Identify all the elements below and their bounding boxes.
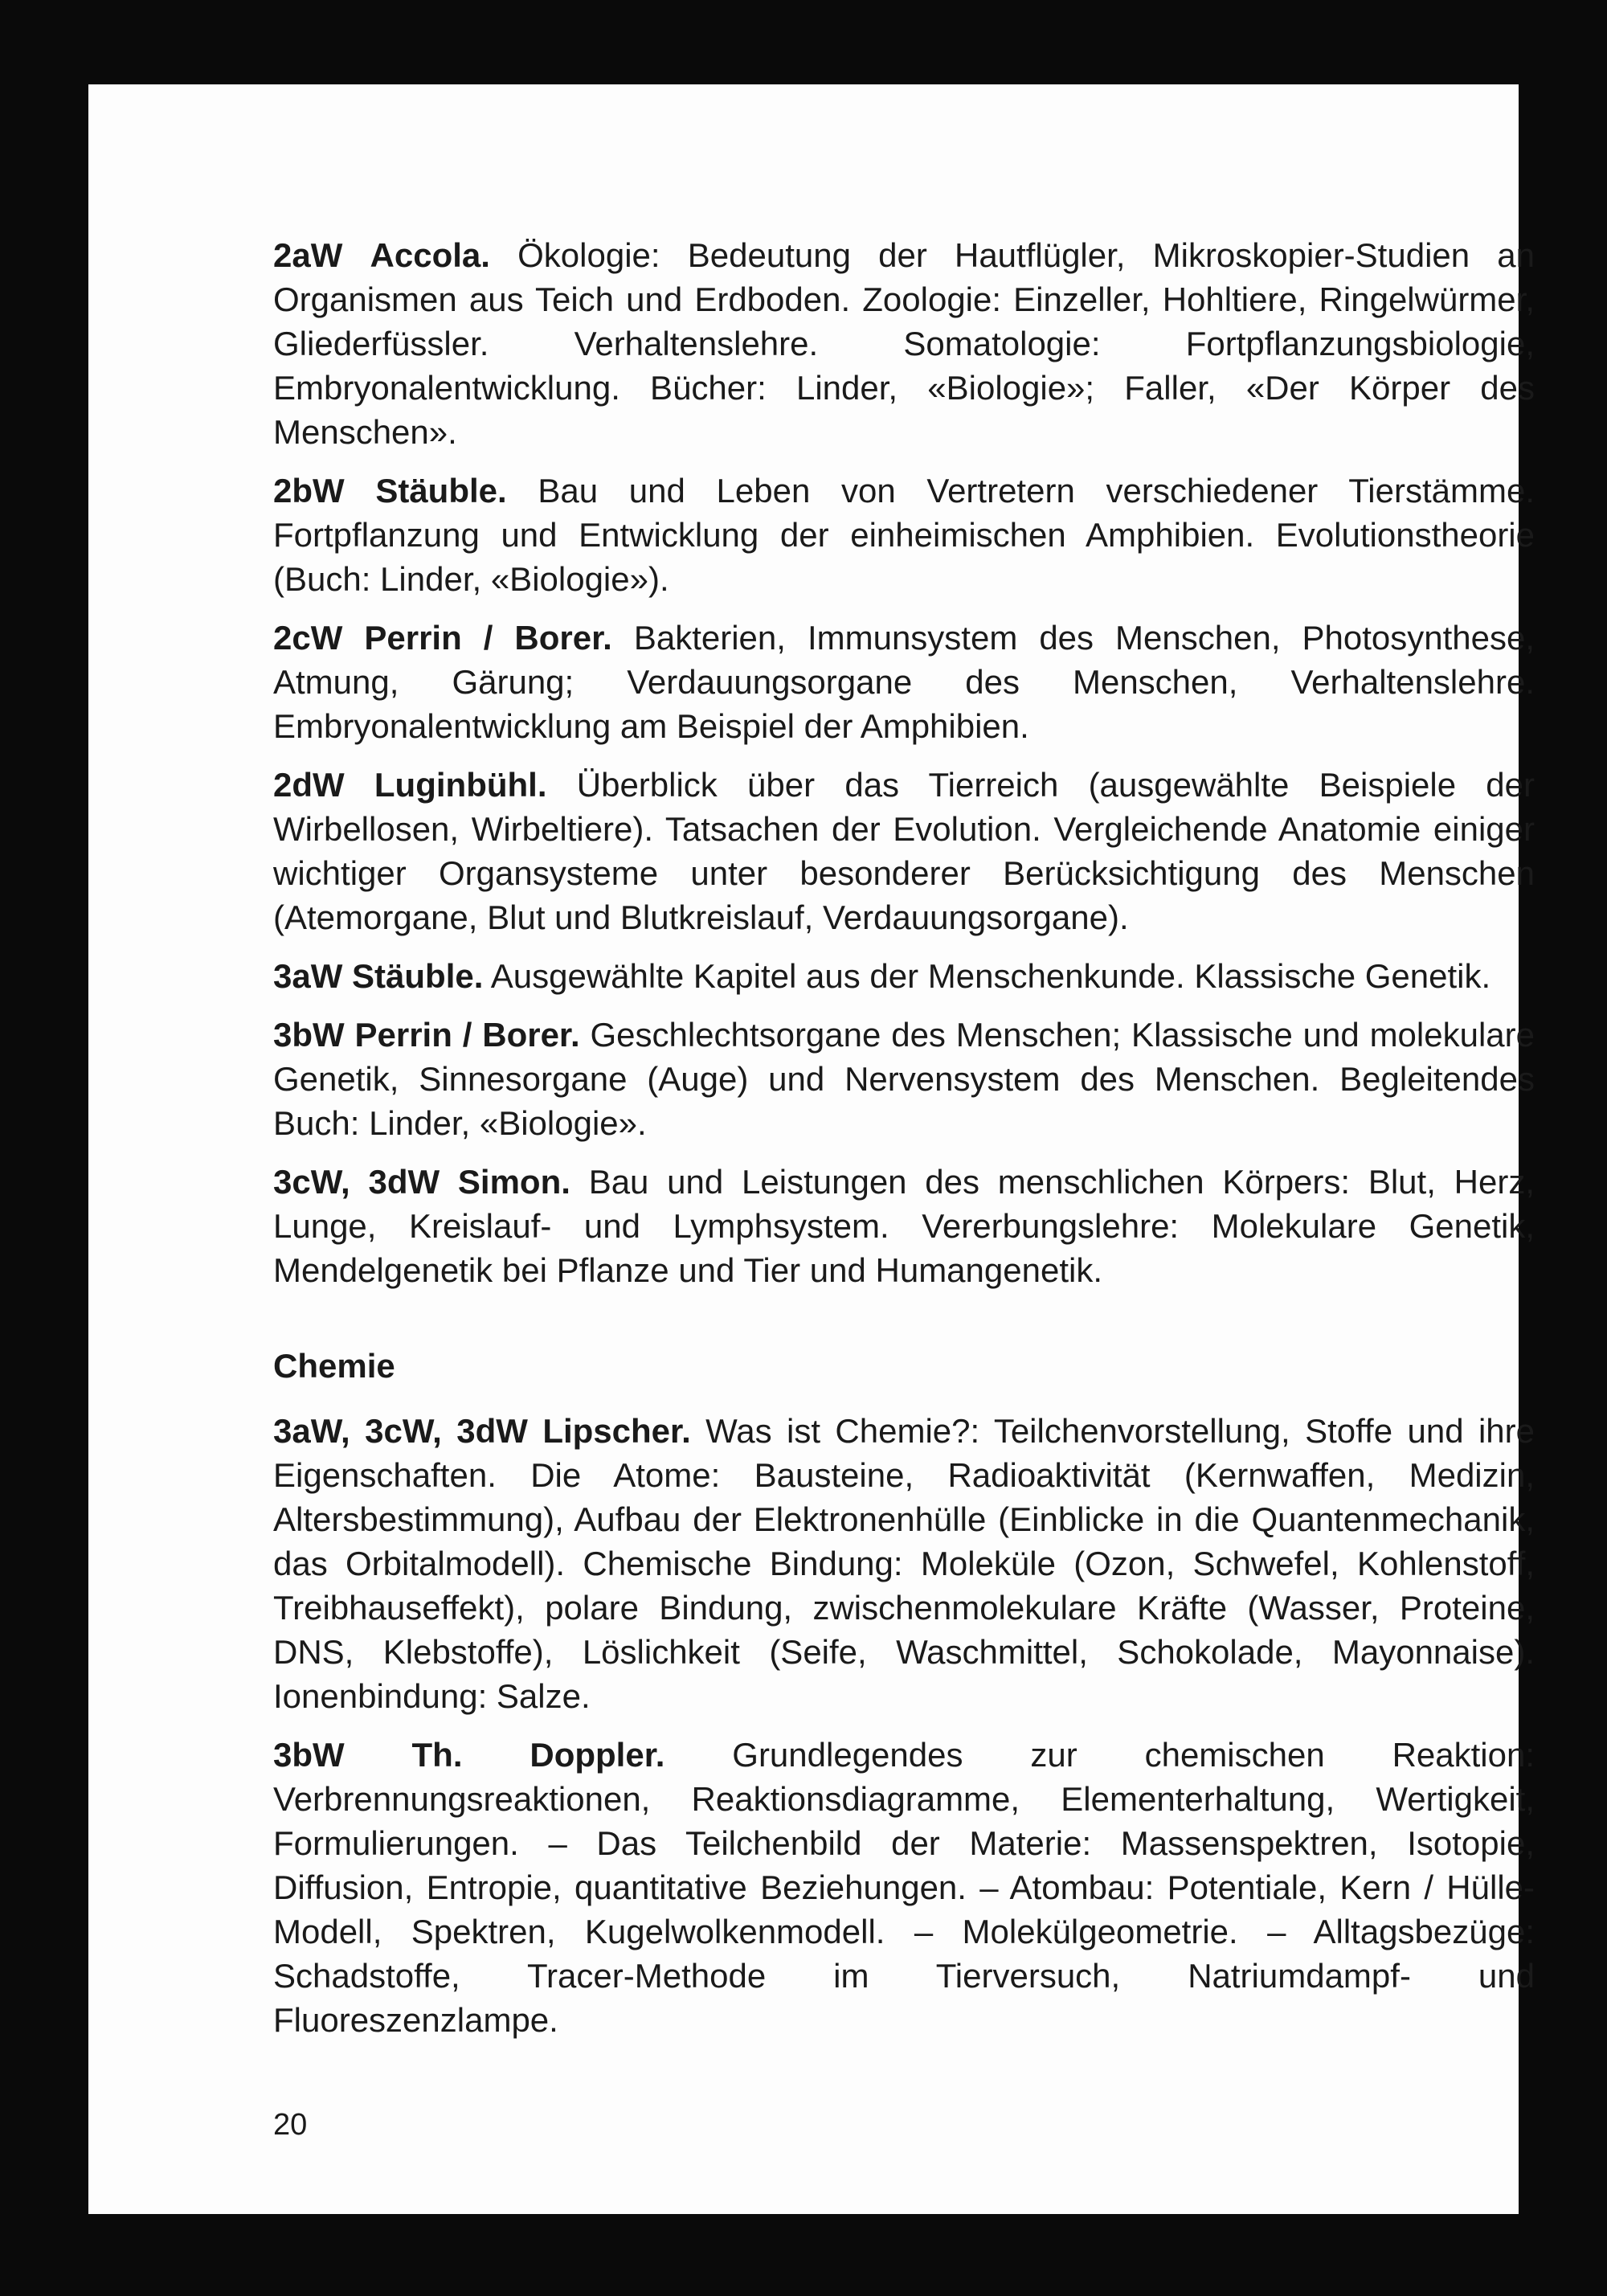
course-description: Was ist Chemie?: Teilchenvorstellung, Stoffe und ihre Eigenschaften. Die Atome: Bausteine, Radioaktivität (Kernwaffen, Medizin, Altersbestimmung), Aufbau der Elektronenhülle (Einblicke in die Quantenmechanik, das Orbitalmodell). Chemische Bindung: Moleküle (Ozon, Schwefel, Kohlenstoff, Treibhauseffekt), polare Bindung, zwischenmolekulare Kräfte (Wasser, Proteine, DNS, Klebstoffe), Löslichkeit (Seife, Waschmittel, Schokolade, Mayonnaise). Ionenbindung: Salze. (273, 1412, 1535, 1715)
teacher-name: Stäuble. (352, 957, 484, 995)
course-description: Geschlechtsorgane des Menschen; Klassische und molekulare Genetik, Sinnesorgane (Auge) und Nervensystem des Menschen. Begleitendes Buch: Linder, «Biologie». (273, 1016, 1535, 1142)
course-description: Ausgewählte Kapitel aus der Menschenkunde. Klassische Genetik. (490, 957, 1491, 995)
class-code: 2aW (273, 236, 343, 274)
teacher-name: Perrin / Borer. (364, 619, 612, 657)
class-code: 2bW (273, 472, 345, 510)
course-description: Grundlegendes zur chemischen Reaktion: Verbrennungsreaktionen, Reaktionsdiagramme, Elementerhaltung, Wertigkeit, Formulierungen. – Das Teilchenbild der Materie: Massenspektren, Isotopie, Diffusion, Entropie, quantitative Beziehungen. – Atombau: Potentiale, Kern / Hülle-Modell, Spektren, Kugelwolkenmodell. – Molekülgeometrie. – Alltagsbezüge: Schadstoffe, Tracer-Methode im Tierversuch, Natriumdampf- und Fluoreszenzlampe. (273, 1736, 1535, 2039)
teacher-name: Stäuble. (375, 472, 507, 510)
section-heading-chemie: Chemie (273, 1347, 395, 1385)
teacher-name: Simon. (457, 1163, 570, 1201)
course-entry-3cw-3dw (273, 1160, 1535, 1292)
course-description: Bau und Leistungen des menschlichen Körpers: Blut, Herz, Lunge, Kreislauf- und Lymphsystem. Vererbungslehre: Molekulare Genetik, Mendelgenetik bei Pflanze und Tier und Humangenetik. (273, 1163, 1535, 1289)
class-code: 3cW, 3dW (273, 1163, 440, 1201)
course-entry-chem-3aw-3cw-3dw (273, 1409, 1535, 1718)
course-description: Bau und Leben von Vertretern verschiedener Tierstämme. Fortpflanzung und Entwicklung der einheimischen Amphibien. Evolutionstheorie (Buch: Linder, «Biologie»). (273, 472, 1535, 598)
course-description: Überblick über das Tierreich (ausgewählte Beispiele der Wirbellosen, Wirbeltiere). Tatsachen der Evolution. Vergleichende Anatomie einiger wichtiger Organsysteme unter besonderer Berücksichtigung des Menschen (Atemorgane, Blut und Blutkreislauf, Verdauungsorgane). (273, 766, 1535, 936)
course-entry-2bw (273, 469, 1535, 601)
teacher-name: Lipscher. (542, 1412, 691, 1450)
course-entry-3bw (273, 1013, 1535, 1145)
teacher-name: Th. Doppler. (411, 1736, 665, 1774)
course-entry-3aw (273, 954, 1535, 998)
class-code: 2dW (273, 766, 345, 804)
course-description: Bakterien, Immunsystem des Menschen, Photosynthese, Atmung, Gärung; Verdauungsorgane des Menschen, Verhaltenslehre. Embryonalentwicklung am Beispiel der Amphibien. (273, 619, 1535, 745)
course-entry-2aw (273, 233, 1535, 454)
course-entry-2dw (273, 763, 1535, 939)
class-code: 2cW (273, 619, 343, 657)
course-entry-2cw (273, 616, 1535, 748)
page-number: 20 (273, 2108, 308, 2142)
document-page (88, 84, 1535, 2214)
class-code: 3bW (273, 1736, 345, 1774)
course-entry-chem-3bw (273, 1733, 1535, 2042)
teacher-name: Accola. (370, 236, 490, 274)
teacher-name: Luginbühl. (374, 766, 547, 804)
class-code: 3aW, 3cW, 3dW (273, 1412, 528, 1450)
page-content (273, 233, 1535, 2057)
class-code: 3aW (273, 957, 343, 995)
course-description: Ökologie: Bedeutung der Hautflügler, Mikroskopier-Studien an Organismen aus Teich und Erdboden. Zoologie: Einzeller, Hohltiere, Ringelwürmer, Gliederfüssler. Verhaltenslehre. Somatologie: Fortpflanzungsbiologie, Embryonalentwicklung. Bücher: Linder, «Biologie»; Faller, «Der Körper des Menschen». (273, 236, 1535, 451)
class-code: 3bW (273, 1016, 345, 1054)
teacher-name: Perrin / Borer. (354, 1016, 580, 1054)
